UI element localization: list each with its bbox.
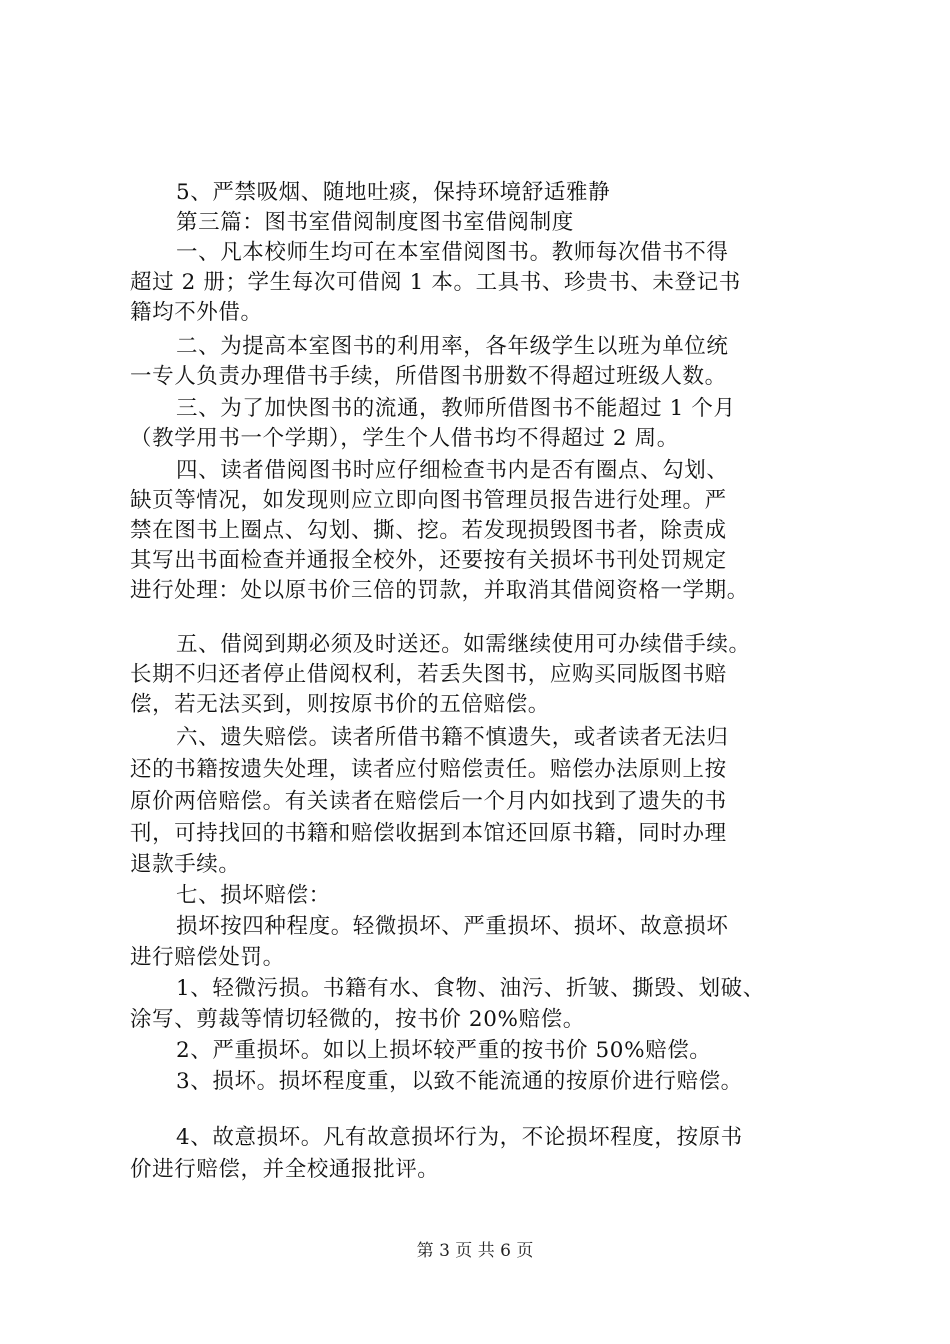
text-line: 原价两倍赔偿。有关读者在赔偿后一个月内如找到了遗失的书	[130, 789, 727, 814]
text-line: 价进行赔偿，并全校通报批评。	[130, 1157, 440, 1182]
text-line: 七、损坏赔偿：	[176, 883, 331, 908]
text-line: 其写出书面检查并通报全校外，还要按有关损坏书刊处罚规定	[130, 548, 727, 573]
text-line: 长期不归还者停止借阅权利，若丢失图书，应购买同版图书赔	[130, 662, 727, 687]
text-line: 刊，可持找回的书籍和赔偿收据到本馆还回原书籍，同时办理	[130, 821, 727, 846]
text-line: 超过 2 册；学生每次可借阅 1 本。工具书、珍贵书、未登记书	[130, 270, 741, 295]
text-line: 一专人负责办理借书手续，所借图书册数不得超过班级人数。	[130, 364, 727, 389]
text-line: 三、为了加快图书的流通，教师所借图书不能超过 1 个月	[176, 396, 736, 421]
text-line: 还的书籍按遗失处理，读者应付赔偿责任。赔偿办法原则上按	[130, 757, 727, 782]
text-line: 4、故意损坏。凡有故意损坏行为，不论损坏程度，按原书	[176, 1125, 743, 1150]
text-line: 四、读者借阅图书时应仔细检查书内是否有圈点、勾划、	[176, 458, 729, 483]
text-line: 进行处理：处以原书价三倍的罚款，并取消其借阅资格一学期。	[130, 578, 749, 603]
text-line: 5、严禁吸烟、随地吐痰，保持环境舒适雅静	[176, 180, 611, 205]
text-line: 六、遗失赔偿。读者所借书籍不慎遗失，或者读者无法归	[176, 725, 729, 750]
text-line: 籍均不外借。	[130, 300, 263, 325]
text-line: 进行赔偿处罚。	[130, 945, 285, 970]
text-line: 偿，若无法买到，则按原书价的五倍赔偿。	[130, 692, 550, 717]
text-line: 禁在图书上圈点、勾划、撕、挖。若发现损毁图书者，除责成	[130, 518, 727, 543]
text-line: 二、为提高本室图书的利用率，各年级学生以班为单位统	[176, 334, 729, 359]
text-line: 3、损坏。损坏程度重，以致不能流通的按原价进行赔偿。	[176, 1069, 743, 1094]
text-line: 1、轻微污损。书籍有水、食物、油污、折皱、撕毁、划破、	[176, 976, 765, 1001]
section-heading: 第三篇：图书室借阅制度图书室借阅制度	[176, 210, 574, 235]
text-line: 退款手续。	[130, 852, 241, 877]
text-line: 一、凡本校师生均可在本室借阅图书。教师每次借书不得	[176, 240, 729, 265]
text-line: 五、借阅到期必须及时送还。如需继续使用可办续借手续。	[176, 632, 751, 657]
text-line: （教学用书一个学期），学生个人借书均不得超过 2 周。	[130, 426, 679, 451]
text-line: 2、严重损坏。如以上损坏较严重的按书价 50%赔偿。	[176, 1038, 712, 1063]
text-line: 损坏按四种程度。轻微损坏、严重损坏、损坏、故意损坏	[176, 914, 729, 939]
page-number-footer: 第 3 页 共 6 页	[416, 1241, 534, 1261]
text-line: 缺页等情况，如发现则应立即向图书管理员报告进行处理。严	[130, 488, 727, 513]
text-line: 涂写、剪裁等情切轻微的，按书价 20%赔偿。	[130, 1007, 585, 1032]
